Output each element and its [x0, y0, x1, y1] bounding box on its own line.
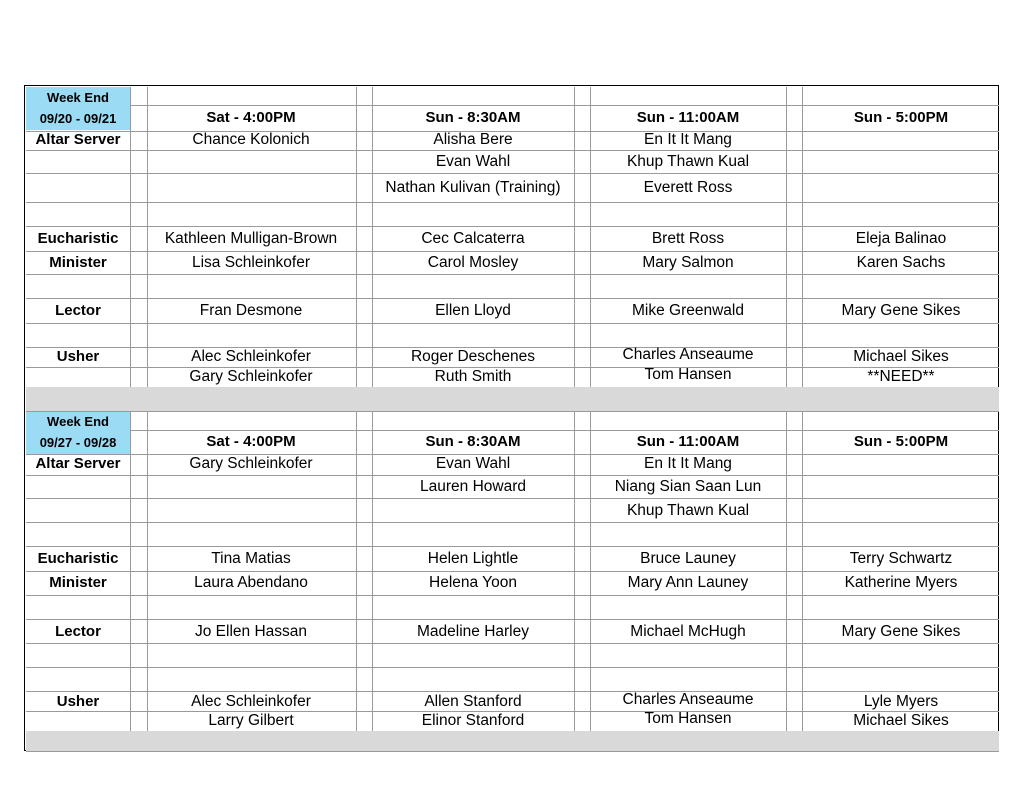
- mass-time-header: Sat - 4:00PM: [206, 109, 296, 126]
- altar-server-name: Khup Thawn Kual: [626, 153, 750, 170]
- altar-server-name: Alisha Bere: [433, 131, 513, 148]
- lector-name: Fran Desmone: [199, 302, 303, 319]
- usher-name: Alec Schleinkofer: [191, 348, 311, 365]
- eucharistic-minister-name: Eleja Balinao: [855, 230, 947, 247]
- eucharistic-minister-name: Lisa Schleinkofer: [191, 254, 311, 271]
- eucharistic-minister-name: Terry Schwartz: [849, 550, 953, 567]
- usher-name: Elinor Stanford: [421, 712, 525, 729]
- week-end-label: Week End: [47, 414, 109, 429]
- column-divider: [574, 87, 575, 387]
- usher-name: Lyle Myers: [863, 693, 939, 710]
- lector-name: Jo Ellen Hassan: [194, 623, 308, 640]
- row-divider: [26, 173, 999, 174]
- row-divider: [26, 498, 999, 499]
- usher-name: Charles Anseaume: [622, 691, 754, 708]
- role-label-lector: Lector: [55, 302, 101, 319]
- mass-time-header: Sun - 8:30AM: [425, 433, 521, 450]
- column-divider: [590, 87, 591, 387]
- row-divider: [26, 691, 999, 692]
- week-separator-band: [26, 731, 999, 751]
- usher-name: Roger Deschenes: [410, 348, 536, 365]
- altar-server-name: Gary Schleinkofer: [189, 455, 313, 472]
- usher-name: Michael Sikes: [853, 348, 949, 365]
- altar-server-name: Lauren Howard: [420, 478, 526, 495]
- altar-server-name: Everett Ross: [643, 179, 733, 196]
- week-dates: 09/20 - 09/21: [39, 111, 117, 126]
- lector-name: Michael McHugh: [630, 623, 746, 640]
- row-divider: [26, 619, 999, 620]
- column-divider: [372, 87, 373, 387]
- row-divider: [26, 367, 999, 368]
- usher-name: Allen Stanford: [424, 693, 522, 710]
- row-divider: [26, 323, 999, 324]
- mass-time-header: Sun - 8:30AM: [425, 109, 521, 126]
- mass-time-header: Sun - 5:00PM: [853, 433, 949, 450]
- role-label-lector: Lector: [55, 623, 101, 640]
- eucharistic-minister-name: Mary Ann Launey: [627, 574, 749, 591]
- week-end-label: Week End: [47, 90, 109, 105]
- altar-server-name: Nathan Kulivan (Training): [385, 179, 561, 196]
- row-divider: [26, 105, 999, 106]
- eucharistic-minister-name: Bruce Launey: [640, 550, 736, 567]
- usher-name: Gary Schleinkofer: [189, 368, 313, 385]
- eucharistic-minister-name: Carol Mosley: [427, 254, 519, 271]
- eucharistic-minister-name: Laura Abendano: [194, 574, 308, 591]
- row-divider: [26, 522, 999, 523]
- role-label-eucharistic: Eucharistic: [37, 230, 119, 247]
- eucharistic-minister-name: Karen Sachs: [856, 254, 946, 271]
- usher-name: Alec Schleinkofer: [191, 693, 311, 710]
- row-divider: [26, 595, 999, 596]
- row-divider: [26, 546, 999, 547]
- altar-server-name: Chance Kolonich: [192, 131, 310, 148]
- lector-name: Madeline Harley: [417, 623, 529, 640]
- altar-server-name: En It It Mang: [644, 131, 732, 148]
- lector-name: Mary Gene Sikes: [841, 623, 961, 640]
- week-separator-band: [26, 387, 999, 411]
- usher-name: Ruth Smith: [434, 368, 512, 385]
- altar-server-name: Niang Sian Saan Lun: [614, 478, 762, 495]
- mass-time-header: Sun - 11:00AM: [636, 433, 740, 450]
- row-divider: [26, 274, 999, 275]
- role-label-altar-server: Altar Server: [35, 455, 121, 472]
- row-divider: [26, 150, 999, 151]
- eucharistic-minister-name: Katherine Myers: [844, 574, 958, 591]
- role-label-usher: Usher: [56, 693, 100, 710]
- row-divider: [26, 226, 999, 227]
- usher-name: Tom Hansen: [644, 710, 732, 727]
- column-divider: [356, 87, 357, 387]
- row-divider: [26, 202, 999, 203]
- eucharistic-minister-name: Helen Lightle: [427, 550, 519, 567]
- lector-name: Ellen Lloyd: [435, 302, 511, 319]
- row-divider: [26, 411, 999, 412]
- role-label-usher: Usher: [56, 348, 100, 365]
- row-divider: [26, 298, 999, 299]
- row-divider: [26, 475, 999, 476]
- row-divider: [26, 751, 999, 752]
- usher-name: **NEED**: [867, 368, 935, 385]
- role-label-minister: Minister: [49, 574, 107, 591]
- role-label-altar-server: Altar Server: [35, 131, 121, 148]
- eucharistic-minister-name: Helena Yoon: [429, 574, 517, 591]
- mass-time-header: Sun - 5:00PM: [853, 109, 949, 126]
- row-divider: [26, 251, 999, 252]
- lector-name: Mary Gene Sikes: [841, 302, 961, 319]
- role-label-minister: Minister: [49, 254, 107, 271]
- altar-server-name: En It It Mang: [644, 455, 732, 472]
- week-dates: 09/27 - 09/28: [39, 435, 117, 450]
- lector-name: Mike Greenwald: [632, 302, 744, 319]
- column-divider: [130, 87, 131, 387]
- column-divider: [786, 87, 787, 387]
- column-divider: [802, 87, 803, 387]
- altar-server-name: Evan Wahl: [435, 455, 511, 472]
- eucharistic-minister-name: Mary Salmon: [642, 254, 734, 271]
- eucharistic-minister-name: Cec Calcaterra: [421, 230, 525, 247]
- ministry-schedule-table: [24, 85, 999, 751]
- role-label-eucharistic: Eucharistic: [37, 550, 119, 567]
- row-divider: [26, 571, 999, 572]
- row-divider: [26, 454, 999, 455]
- altar-server-name: Khup Thawn Kual: [626, 502, 750, 519]
- eucharistic-minister-name: Tina Matias: [211, 550, 291, 567]
- column-divider: [147, 87, 148, 387]
- eucharistic-minister-name: Brett Ross: [651, 230, 725, 247]
- row-divider: [26, 643, 999, 644]
- altar-server-name: Evan Wahl: [435, 153, 511, 170]
- eucharistic-minister-name: Kathleen Mulligan-Brown: [164, 230, 338, 247]
- row-divider: [26, 667, 999, 668]
- usher-name: Charles Anseaume: [622, 346, 754, 363]
- row-divider: [26, 430, 999, 431]
- usher-name: Michael Sikes: [853, 712, 949, 729]
- usher-name: Larry Gilbert: [208, 712, 294, 729]
- mass-time-header: Sun - 11:00AM: [636, 109, 740, 126]
- usher-name: Tom Hansen: [644, 366, 732, 383]
- mass-time-header: Sat - 4:00PM: [206, 433, 296, 450]
